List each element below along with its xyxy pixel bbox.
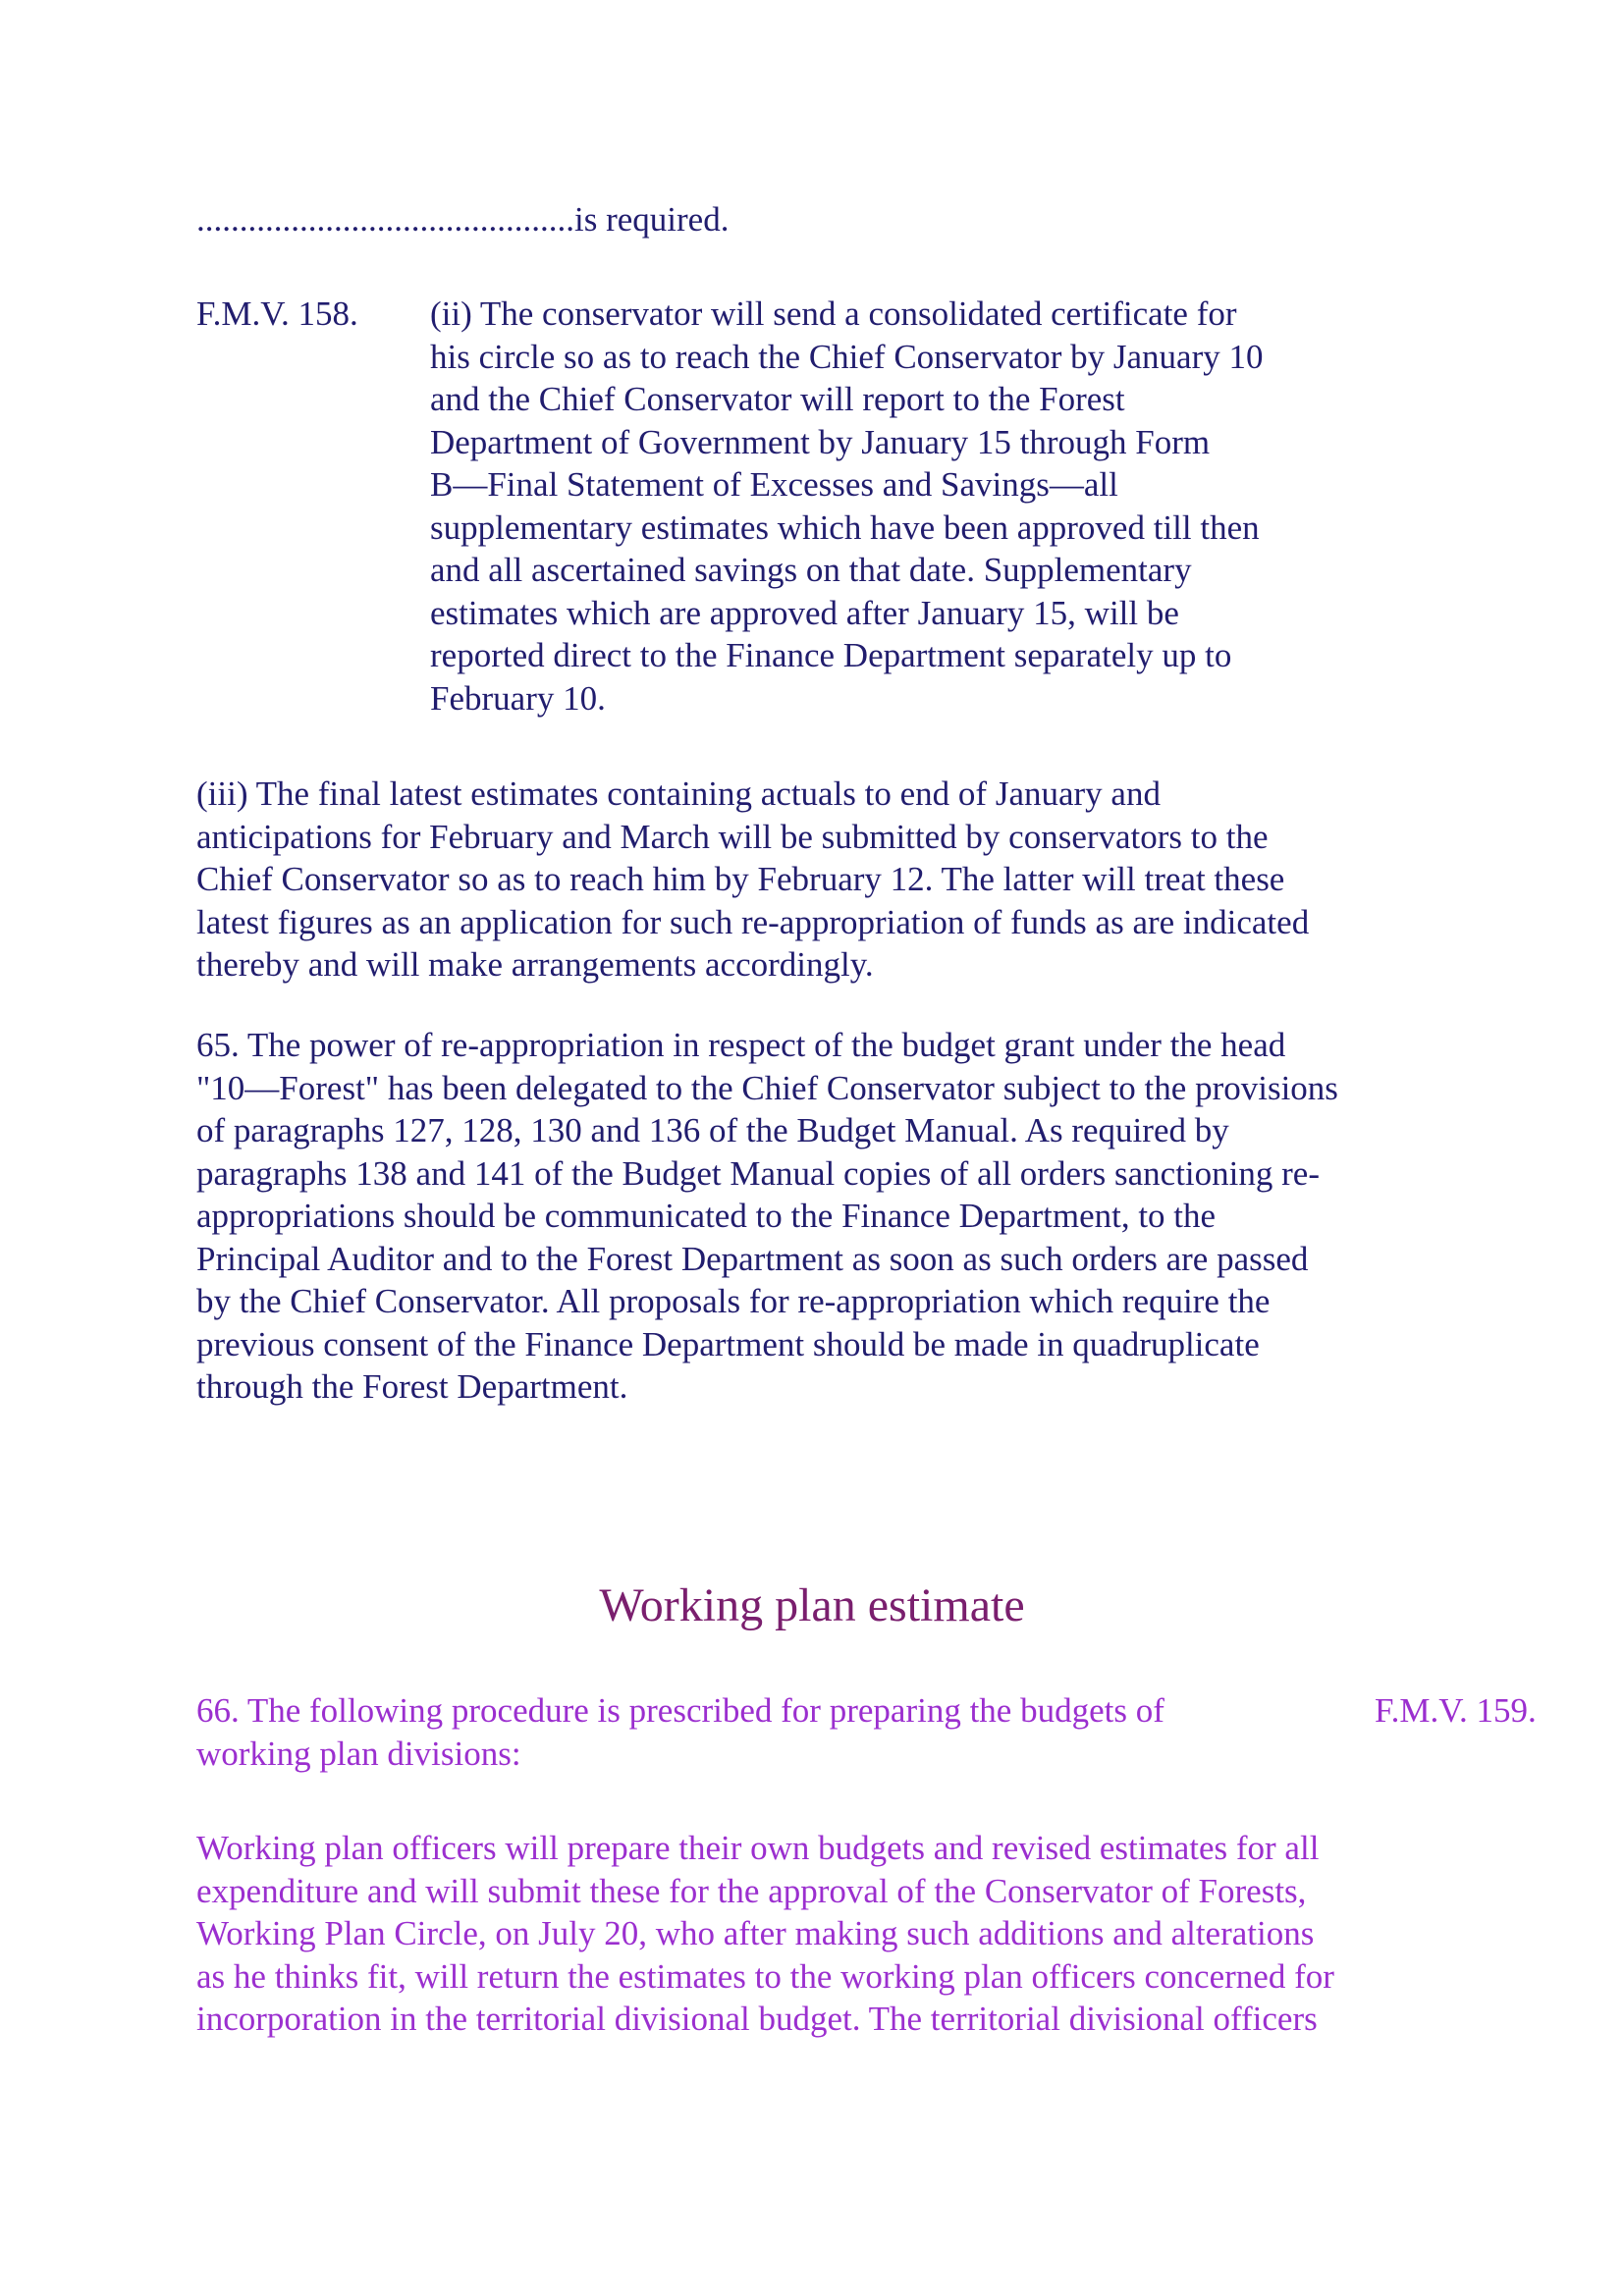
paragraph-line: Department of Government by January 15 through Form	[430, 423, 1211, 461]
paragraph-line: B—Final Statement of Excesses and Savings—all	[430, 465, 1118, 504]
paragraph-line: Chief Conservator so as to reach him by February 12. The latter will treat these	[196, 860, 1285, 898]
paragraph-line: previous consent of the Finance Department should be made in quadruplicate	[196, 1325, 1260, 1363]
paragraph-line: incorporation in the territorial divisional budget. The territorial divisional officers	[196, 2000, 1318, 2038]
paragraph-line: "10—Forest" has been delegated to the Chief Conservator subject to the provisions	[196, 1069, 1338, 1107]
paragraph-line: as he thinks fit, will return the estimates to the working plan officers concerned for	[196, 1957, 1334, 1996]
paragraph-line: Principal Auditor and to the Forest Department as soon as such orders are passed	[196, 1240, 1309, 1278]
paragraph-line: February 10.	[430, 679, 606, 718]
paragraph-line: 66. The following procedure is prescribed for preparing the budgets of	[196, 1691, 1164, 1730]
paragraph-line: (iii) The final latest estimates containing actuals to end of January and	[196, 774, 1161, 813]
paragraph-line: and all ascertained savings on that date. Supplementary	[430, 551, 1192, 589]
paragraph-line: of paragraphs 127, 128, 130 and 136 of the Budget Manual. As required by	[196, 1111, 1229, 1149]
paragraph-line: anticipations for February and March will be submitted by conservators to the	[196, 818, 1269, 856]
paragraph-line: his circle so as to reach the Chief Conservator by January 10	[430, 338, 1264, 376]
paragraph-line: 65. The power of re-appropriation in respect of the budget grant under the head	[196, 1026, 1286, 1064]
paragraph-line: supplementary estimates which have been approved till then	[430, 508, 1260, 547]
paragraph-line: working plan divisions:	[196, 1735, 521, 1773]
paragraph-line: latest figures as an application for such re-appropriation of funds as are indicated	[196, 903, 1310, 941]
top-fragment-text: ............................................is required.	[196, 200, 730, 239]
paragraph-line: and the Chief Conservator will report to the Forest	[430, 380, 1125, 418]
paragraph-line: Working Plan Circle, on July 20, who after making such additions and alterations	[196, 1914, 1315, 1952]
paragraph-line: (ii) The conservator will send a consolidated certificate for	[430, 294, 1237, 333]
paragraph-line: thereby and will make arrangements accordingly.	[196, 945, 874, 984]
paragraph-line: appropriations should be communicated to the Finance Department, to the	[196, 1197, 1217, 1235]
paragraph-line: through the Forest Department.	[196, 1367, 628, 1406]
margin-reference-fmv-159: F.M.V. 159.	[1375, 1691, 1537, 1730]
margin-reference-fmv-158: F.M.V. 158.	[196, 294, 358, 333]
paragraph-line: Working plan officers will prepare their own budgets and revised estimates for all	[196, 1829, 1320, 1867]
paragraph-line: estimates which are approved after January 15, will be	[430, 594, 1179, 632]
paragraph-line: paragraphs 138 and 141 of the Budget Manual copies of all orders sanctioning re-	[196, 1154, 1320, 1193]
paragraph-line: reported direct to the Finance Department separately up to	[430, 636, 1232, 674]
paragraph-line: expenditure and will submit these for the approval of the Conservator of Forests,	[196, 1872, 1307, 1910]
section-heading: Working plan estimate	[599, 1579, 1025, 1631]
paragraph-line: by the Chief Conservator. All proposals for re-appropriation which require the	[196, 1282, 1271, 1320]
